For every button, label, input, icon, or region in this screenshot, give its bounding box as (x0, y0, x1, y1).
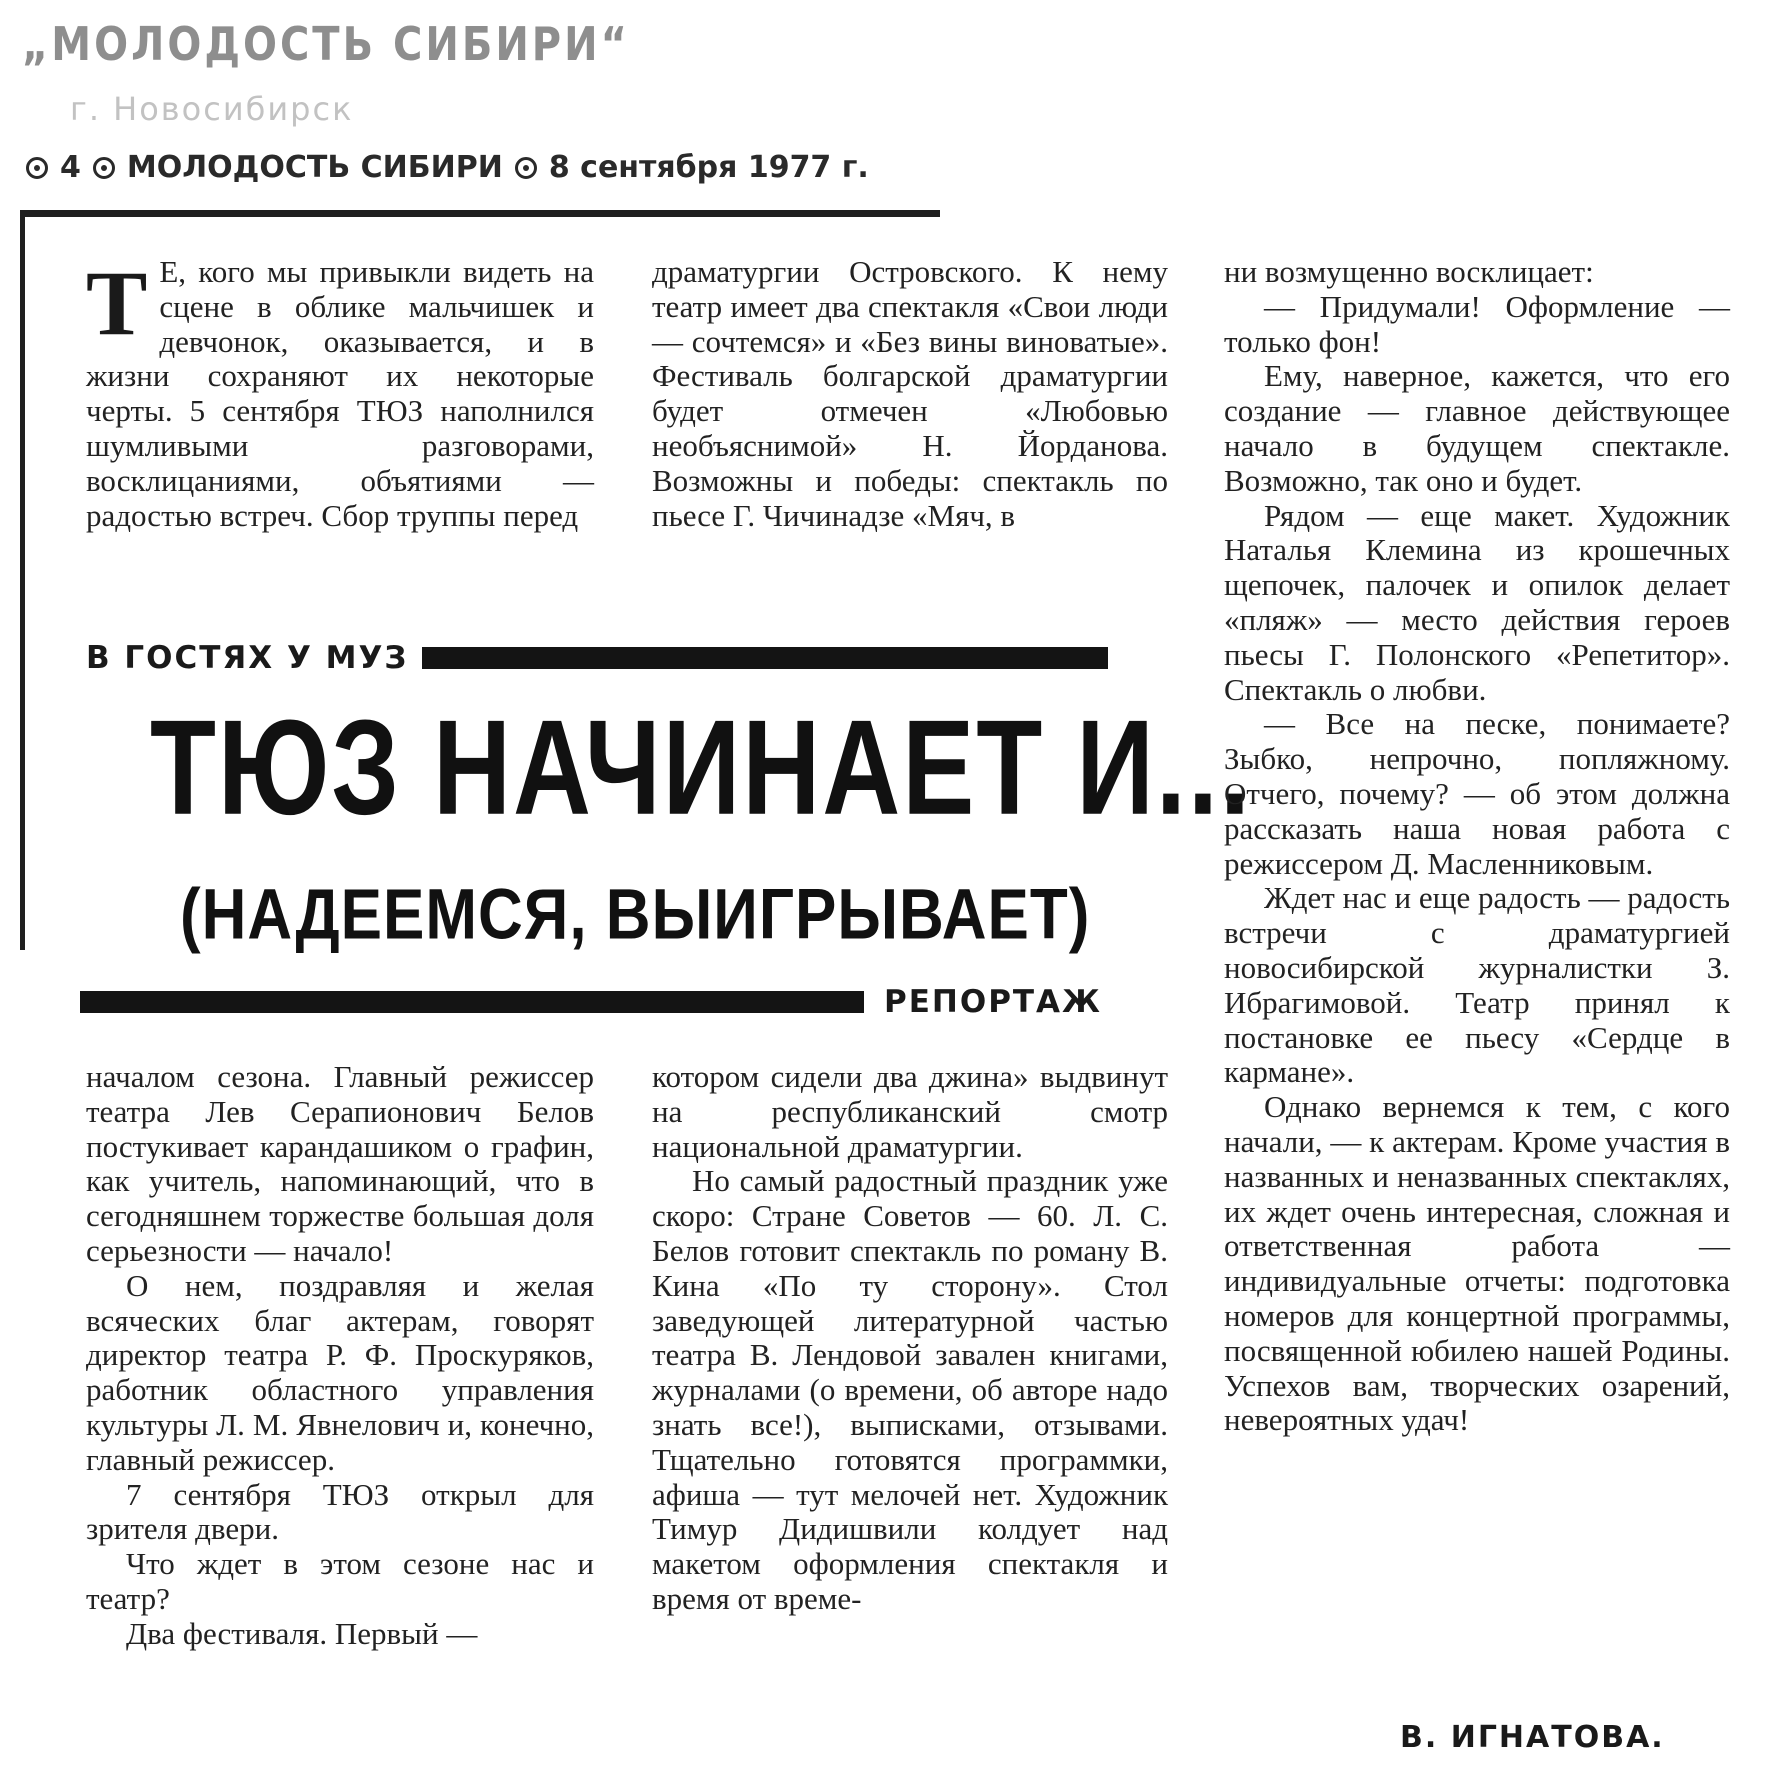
column-2-bottom (652, 1060, 1168, 1617)
paragraph: Но самый радостный праздник уже скоро: Стране Советов — 60. Л. С. Белов готовит спектакль по роману В. Кина «По ту сторону». Стол заведующей литературной частью театра В. Лендовой завален книгами, журналами (о времени, об авторе надо знать все!), выписками, отзывами. Тщательно готовятся программки, афиша — тут мелочей нет. Художник Тимур Дидишвили колдует над макетом оформления спектакля и время от време- (652, 1163, 1168, 1616)
paragraph: Однако вернемся к тем, с кого начали, — к актерам. Кроме участия в названных и неназванных спектаклях, их ждет очень интересная, сложная и ответственная работа — индивидуальные отчеты: подготовка номеров для концертной программы, посвященной юбилею нашей Родины. Успехов вам, творческих озарений, невероятных удач! (1224, 1089, 1730, 1438)
paragraph: началом сезона. Главный режиссер театра Лев Серапионович Белов постукивает карандашиком о графин, как учитель, напоминающий, что в сегодняшнем торжестве большая доля серьезности — начало! (86, 1059, 594, 1268)
rubric-rule (422, 647, 1108, 669)
bullet-icon (515, 157, 537, 179)
article-frame-left (20, 210, 25, 950)
article-frame-top (20, 210, 940, 217)
page-number: 4 (60, 150, 81, 185)
clipping-stamp-title: „МОЛОДОСТЬ СИБИРИ“ (22, 18, 630, 72)
subheadline: (НАДЕЕМСЯ, ВЫИГРЫВАЕТ) (180, 875, 1091, 955)
newspaper-name: МОЛОДОСТЬ СИБИРИ (126, 150, 503, 185)
paragraph: О нем, поздравляя и желая всяческих благ актерам, говорят директор театра Р. Ф. Проскуряков, работник областного управления культуры Л. М. Явнелович и, конечно, главный режиссер. (86, 1267, 594, 1477)
column-1-top (86, 252, 594, 533)
clipping-stamp-city: г. Новосибирск (70, 90, 354, 128)
genre-rule (80, 991, 864, 1013)
paragraph: — Придумали! Оформление — только фон! (1224, 288, 1730, 359)
paragraph: Два фестиваля. Первый — (126, 1615, 478, 1651)
column-1-bottom (86, 1060, 594, 1652)
author-signature: В. ИГНАТОВА. (1400, 1720, 1665, 1755)
bullet-icon (93, 157, 115, 179)
paragraph: Что ждет в этом сезоне нас и театр? (86, 1546, 594, 1616)
paragraph: Ждет нас и еще радость — радость встречи с драматургией новосибирской журналистки З. Ибрагимовой. Театр принял к постановке ее пьесу «Сердце в кармане». (1224, 880, 1730, 1090)
drop-cap: Т (86, 252, 148, 354)
paragraph: — Все на песке, понимаете? Зыбко, непрочно, попляжному. Отчего, почему? — об этом должна рассказать наша новая работа с режиссером Д. Масленниковым. (1224, 706, 1730, 881)
rubric-label: В ГОСТЯХ У МУЗ (86, 640, 409, 676)
issue-date: 8 сентября 1977 г. (548, 150, 869, 185)
headline: ТЮЗ НАЧИНАЕТ И... (150, 691, 1252, 843)
paragraph: ни возмущенно восклицает: (1224, 254, 1594, 289)
column-3 (1224, 255, 1730, 1438)
genre-text: РЕПОРТАЖ (884, 984, 1102, 1020)
column-2-top (652, 255, 1168, 533)
paragraph: Рядом — еще макет. Художник Наталья Клемина из крошечных щепочек, палочек и опилок делает «пляж» — место действия героев пьесы Г. Полонского «Репетитор». Спектакль о любви. (1224, 497, 1730, 707)
rubric (86, 640, 1108, 676)
paragraph: драматургии Островского. К нему театр имеет два спектакля «Свои люди — сочтемся» и «Без вины виноватые». Фестиваль болгарской драматургии будет отмечен «Любовью необъяснимой» Н. Йорданова. Возможны и победы: спектакль по пьесе Г. Чичинадзе «Мяч, в (652, 254, 1168, 533)
paragraph: котором сидели два джина» выдвинут на республиканский смотр национальной драматургии. (652, 1059, 1168, 1164)
paragraph: 7 сентября ТЮЗ открыл для зрителя двери. (86, 1476, 594, 1547)
masthead (26, 150, 869, 185)
paragraph: Е, кого мы привыкли видеть на сцене в облике мальчишек и девчонок, оказывается, и в жизни сохраняют их некоторые черты. 5 сентября ТЮЗ наполнился шумливыми разговорами, восклицаниями, объятиями — радостью встреч. Сбор труппы перед (86, 254, 594, 533)
bullet-icon (26, 157, 48, 179)
paragraph: Ему, наверное, кажется, что его создание — главное действующее начало в будущем спектакле. Возможно, так оно и будет. (1224, 358, 1730, 498)
genre-label (80, 984, 1102, 1020)
